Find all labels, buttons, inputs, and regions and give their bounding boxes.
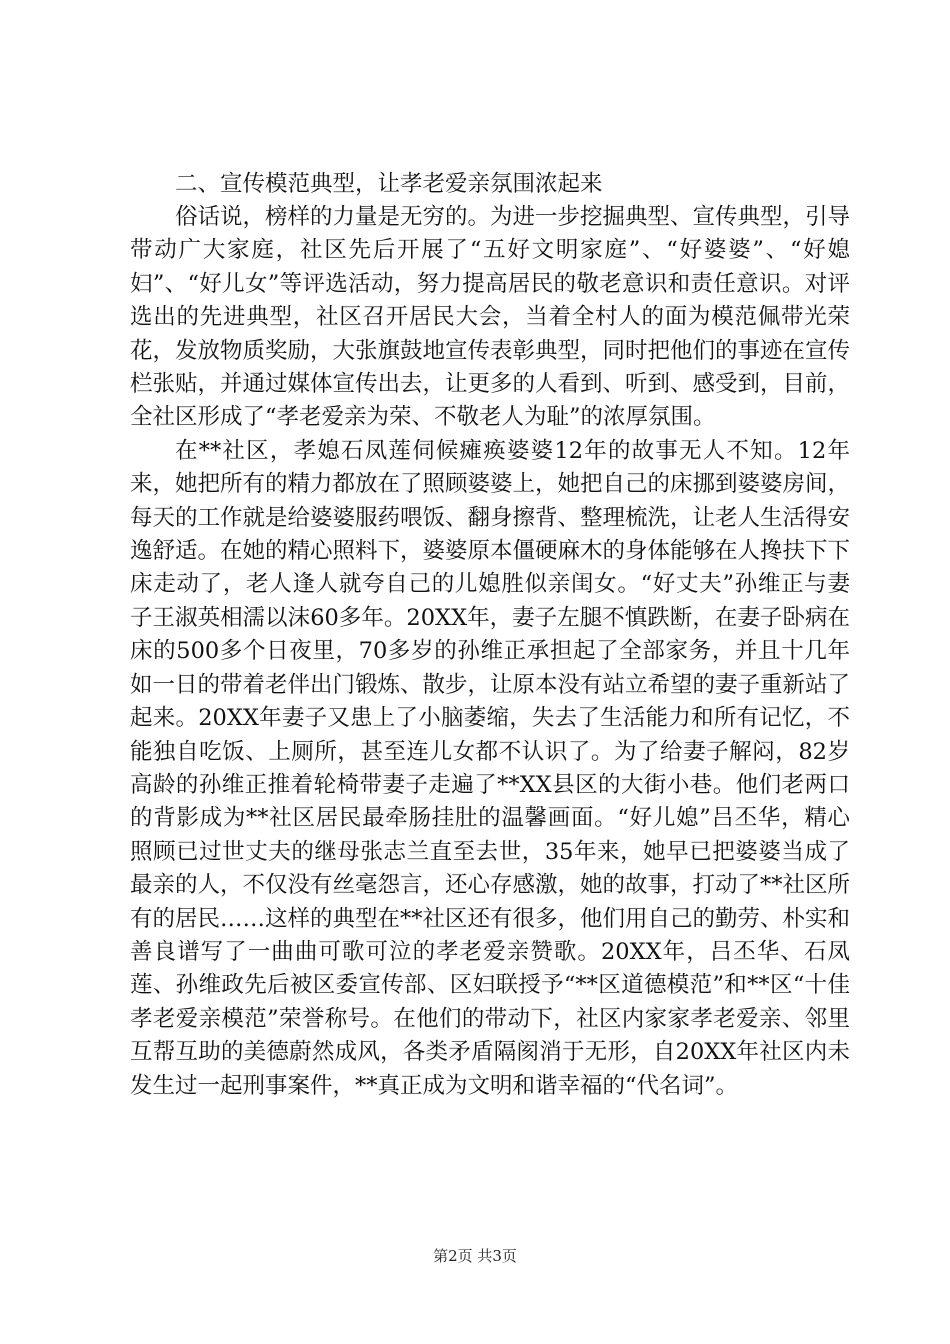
document-body <box>130 168 850 1103</box>
page-footer: 第2页 共3页 <box>433 1247 517 1265</box>
paragraph-examples: 在**社区，孝媳石凤莲伺候瘫痪婆婆12年的故事无人不知。12年来，她把所有的精力都放在了照顾婆婆上，她把自己的床挪到婆婆房间，每天的工作就是给婆婆服药喂饭、翻身擦背、整理梳洗，让老人生活得安逸舒适。在她的精心照料下，婆婆原本僵硬麻木的身体能够在人搀扶下下床走动了，老人逢人就夸自己的儿媳胜似亲闺女。“好丈夫”孙维正与妻子王淑英相濡以沫60多年。20XX年，妻子左腿不慎跌断，在妻子卧病在床的500多个日夜里，70多岁的孙维正承担起了全部家务，并且十几年如一日的带着老伴出门锻炼、散步，让原本没有站立希望的妻子重新站了起来。20XX年妻子又患上了小脑萎缩，失去了生活能力和所有记忆，不能独自吃饭、上厕所，甚至连儿女都不认识了。为了给妻子解闷，82岁高龄的孙维正推着轮椅带妻子走遍了**XX县区的大街小巷。他们老两口的背影成为**社区居民最牵肠挂肚的温馨画面。“好儿媳”吕丕华，精心照顾已过世丈夫的继母张志兰直至去世，35年来，她早已把婆婆当成了最亲的人，不仅没有丝毫怨言，还心存感激，她的故事，打动了**社区所有的居民……这样的典型在**社区还有很多，他们用自己的勤劳、朴实和善良谱写了一曲曲可歌可泣的孝老爱亲赞歌。20XX年，吕丕华、石凤莲、孙维政先后被区委宣传部、区妇联授予“**区道德模范”和**区“十佳孝老爱亲模范”荣誉称号。在他们的带动下，社区内家家孝老爱亲、邻里互帮互助的美德蔚然成风，各类矛盾隔阂消于无形，自20XX年社区内未发生过一起刑事案件，**真正成为文明和谐幸福的“代名词”。 <box>130 437 851 1099</box>
section-heading: 二、宣传模范典型，让孝老爱亲氛围浓起来 <box>175 171 603 197</box>
paragraph-role-models: 俗话说，榜样的力量是无穷的。为进一步挖掘典型、宣传典型，引导带动广大家庭，社区先后开展了“五好文明家庭”、“好婆婆”、“好媳妇”、“好儿女”等评选活动，努力提高居民的敬老意识和责任意识。对评选出的先进典型，社区召开居民大会，当着全村人的面为模范佩带光荣花，发放物质奖励，大张旗鼓地宣传表彰典型，同时把他们的事迹在宣传栏张贴，并通过媒体宣传出去，让更多的人看到、听到、感受到，目前，全社区形成了“孝老爱亲为荣、不敬老人为耻”的浓厚氛围。 <box>130 204 851 431</box>
